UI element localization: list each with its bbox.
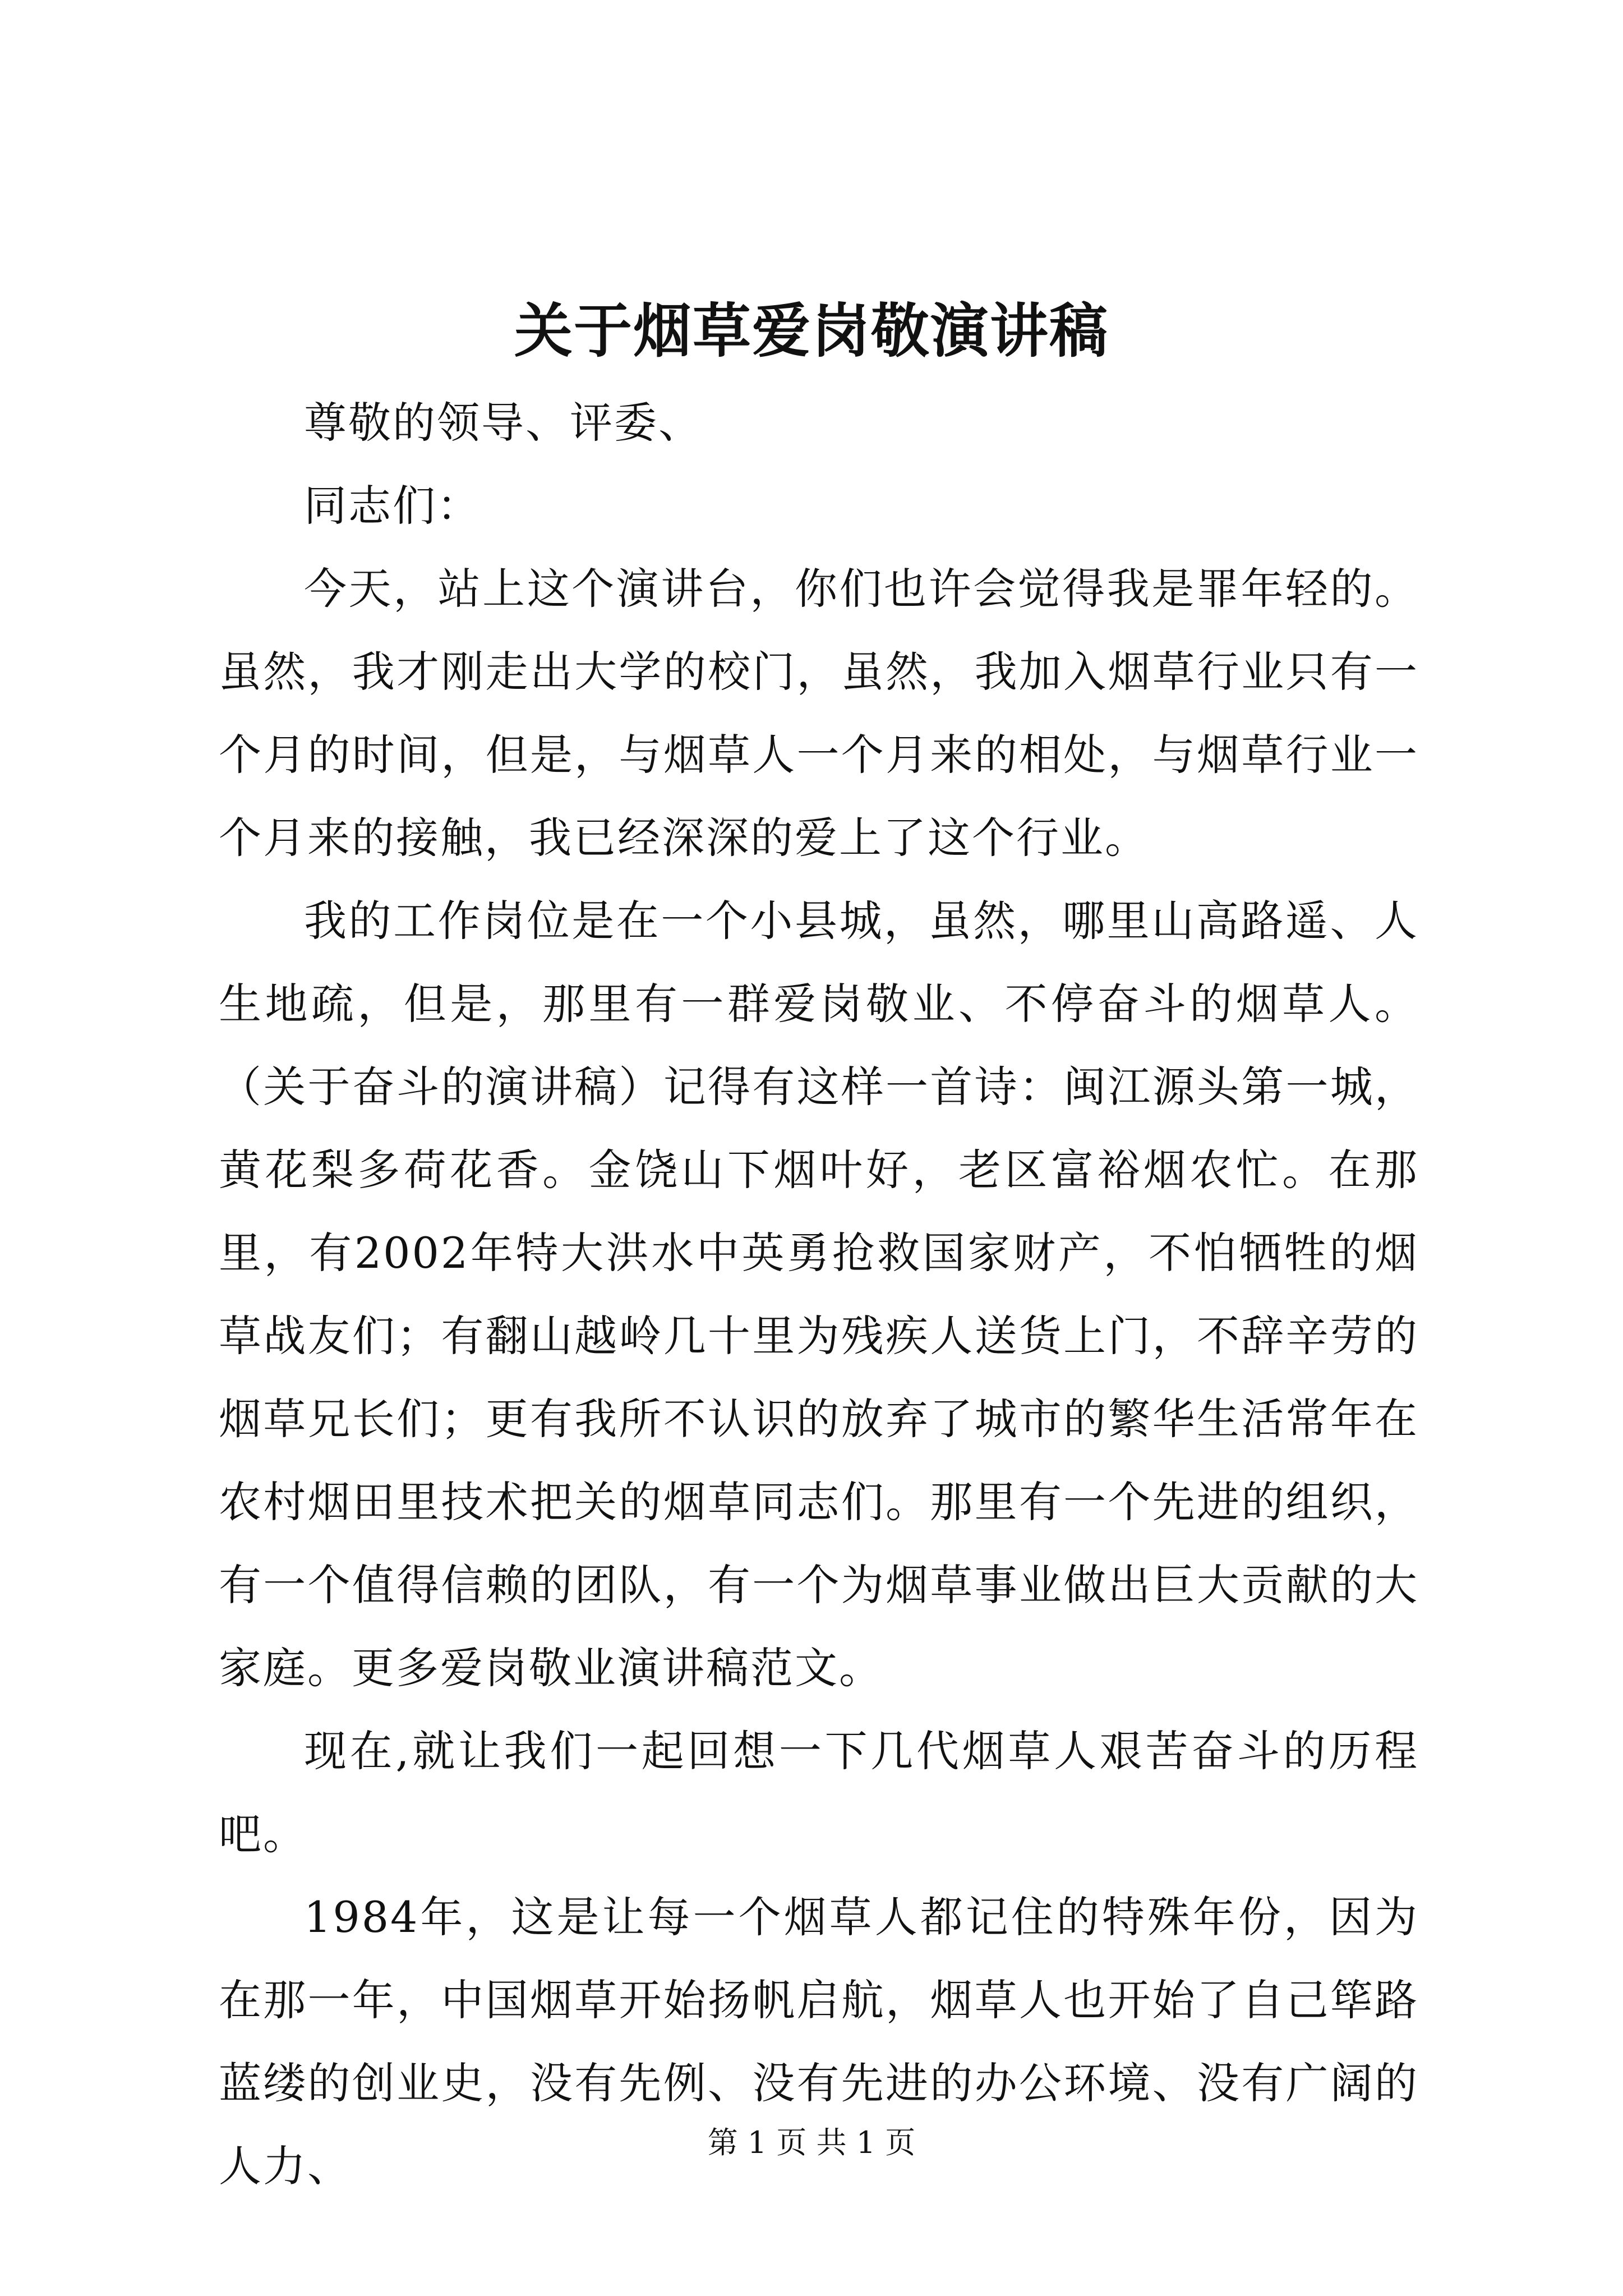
page-footer: 第 1 页 共 1 页 <box>707 2125 916 2160</box>
paragraph-recall: 现在,就让我们一起回想一下几代烟草人艰苦奋斗的历程吧。 <box>219 1726 1419 1859</box>
salutation-line-1: 尊敬的领导、评委、 <box>304 398 703 448</box>
document-title: 关于烟草爱岗敬演讲稿 <box>514 296 1109 365</box>
paragraph-workplace: 我的工作岗位是在一个小县城，虽然，哪里山高路遥、人生地疏，但是，那里有一群爱岗敬业、不停奋斗的烟草人。（关于奋斗的演讲稿）记得有这样一首诗：闽江源头第一城，黄花梨多荷花香。金饶山下烟叶好，老区富裕烟农忙。在那里，有2002年特大洪水中英勇抢救国家财产，不怕牺牲的烟草战友们；有翻山越岭几十里为残疾人送货上门，不辞辛劳的烟草兄长们；更有我所不认识的放弃了城市的繁华生活常年在农村烟田里技术把关的烟草同志们。那里有一个先进的组织，有一个值得信赖的团队，有一个为烟草事业做出巨大贡献的大家庭。更多爱岗敬业演讲稿范文。 <box>219 896 1419 1693</box>
salutation-line-2: 同志们： <box>304 481 481 531</box>
document-body <box>219 381 1419 2208</box>
paragraph-1984: 1984年，这是让每一个烟草人都记住的特殊年份，因为在那一年，中国烟草开始扬帆启航，烟草人也开始了自己筚路蓝缕的创业史，没有先例、没有先进的办公环境、没有广阔的人力、 <box>219 1892 1419 2191</box>
paragraph-intro: 今天，站上这个演讲台，你们也许会觉得我是罪年轻的。虽然，我才刚走出大学的校门，虽然，我加入烟草行业只有一个月的时间，但是，与烟草人一个月来的相处，与烟草行业一个月来的接触，我已经深深的爱上了这个行业。 <box>219 564 1419 863</box>
